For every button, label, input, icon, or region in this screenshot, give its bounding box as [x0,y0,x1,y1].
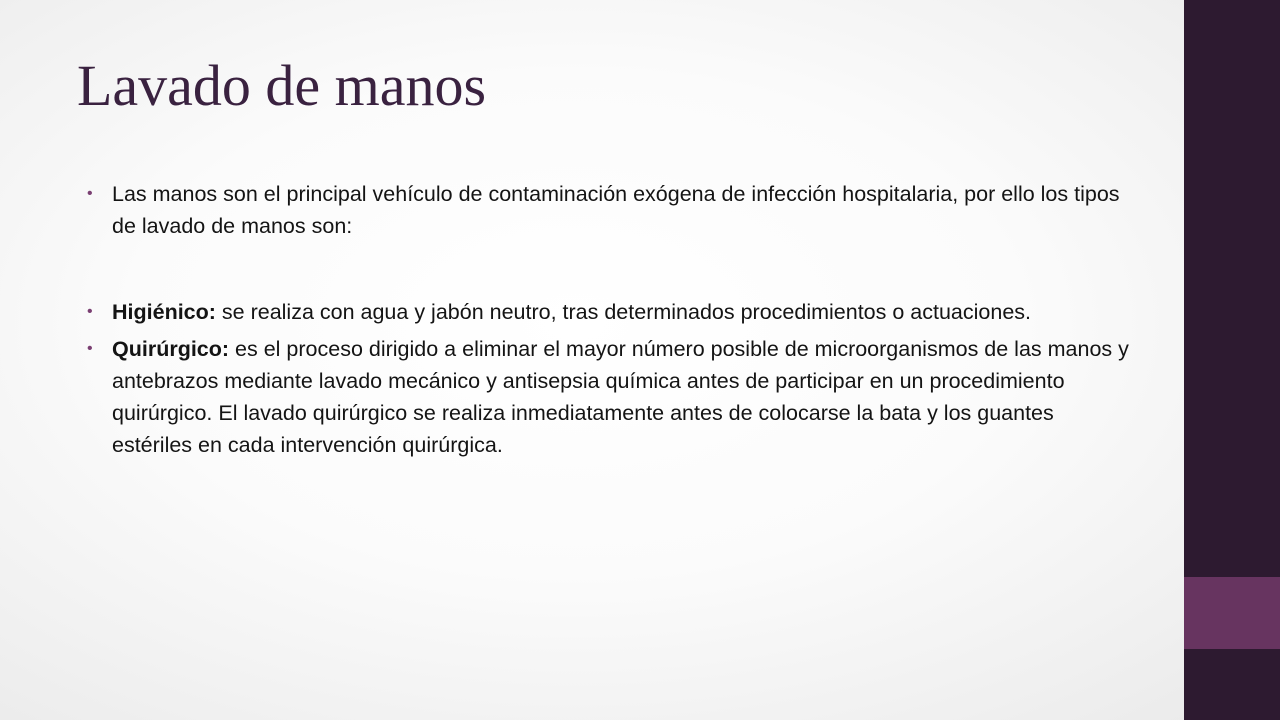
bullet-dot-icon: • [87,185,93,202]
bullet-dot-icon: • [87,340,93,357]
bullet-item-intro [87,178,1132,242]
bullet-text: se realiza con agua y jabón neutro, tras determinados procedimientos o actuaciones. [215,300,1032,324]
bullet-term: Quirúrgico: [112,337,230,361]
bullet-text: Las manos son el principal vehículo de contaminación exógena de infección hospitalaria, por ello los tipos de lavado de manos son: [112,182,1120,238]
bullet-dot-icon: • [87,303,93,320]
bullet-item-higienico [87,296,1132,328]
bullet-term: Higiénico: [112,300,216,324]
slide-title: Lavado de manos [77,53,487,118]
bullet-item-quirurgico [87,333,1132,461]
bullet-text: es el proceso dirigido a eliminar el mayor número posible de microorganismos de las manos y antebrazos mediante lavado mecánico y antisepsia química antes de participar en un procedimiento quirúrgico. El lavado quirúrgico se realiza inmediatamente antes de colocarse la bata y los guantes estériles en cada intervención quirúrgica. [112,337,1129,457]
bullet-list [87,178,1132,461]
side-bar-accent-block [1184,577,1280,649]
